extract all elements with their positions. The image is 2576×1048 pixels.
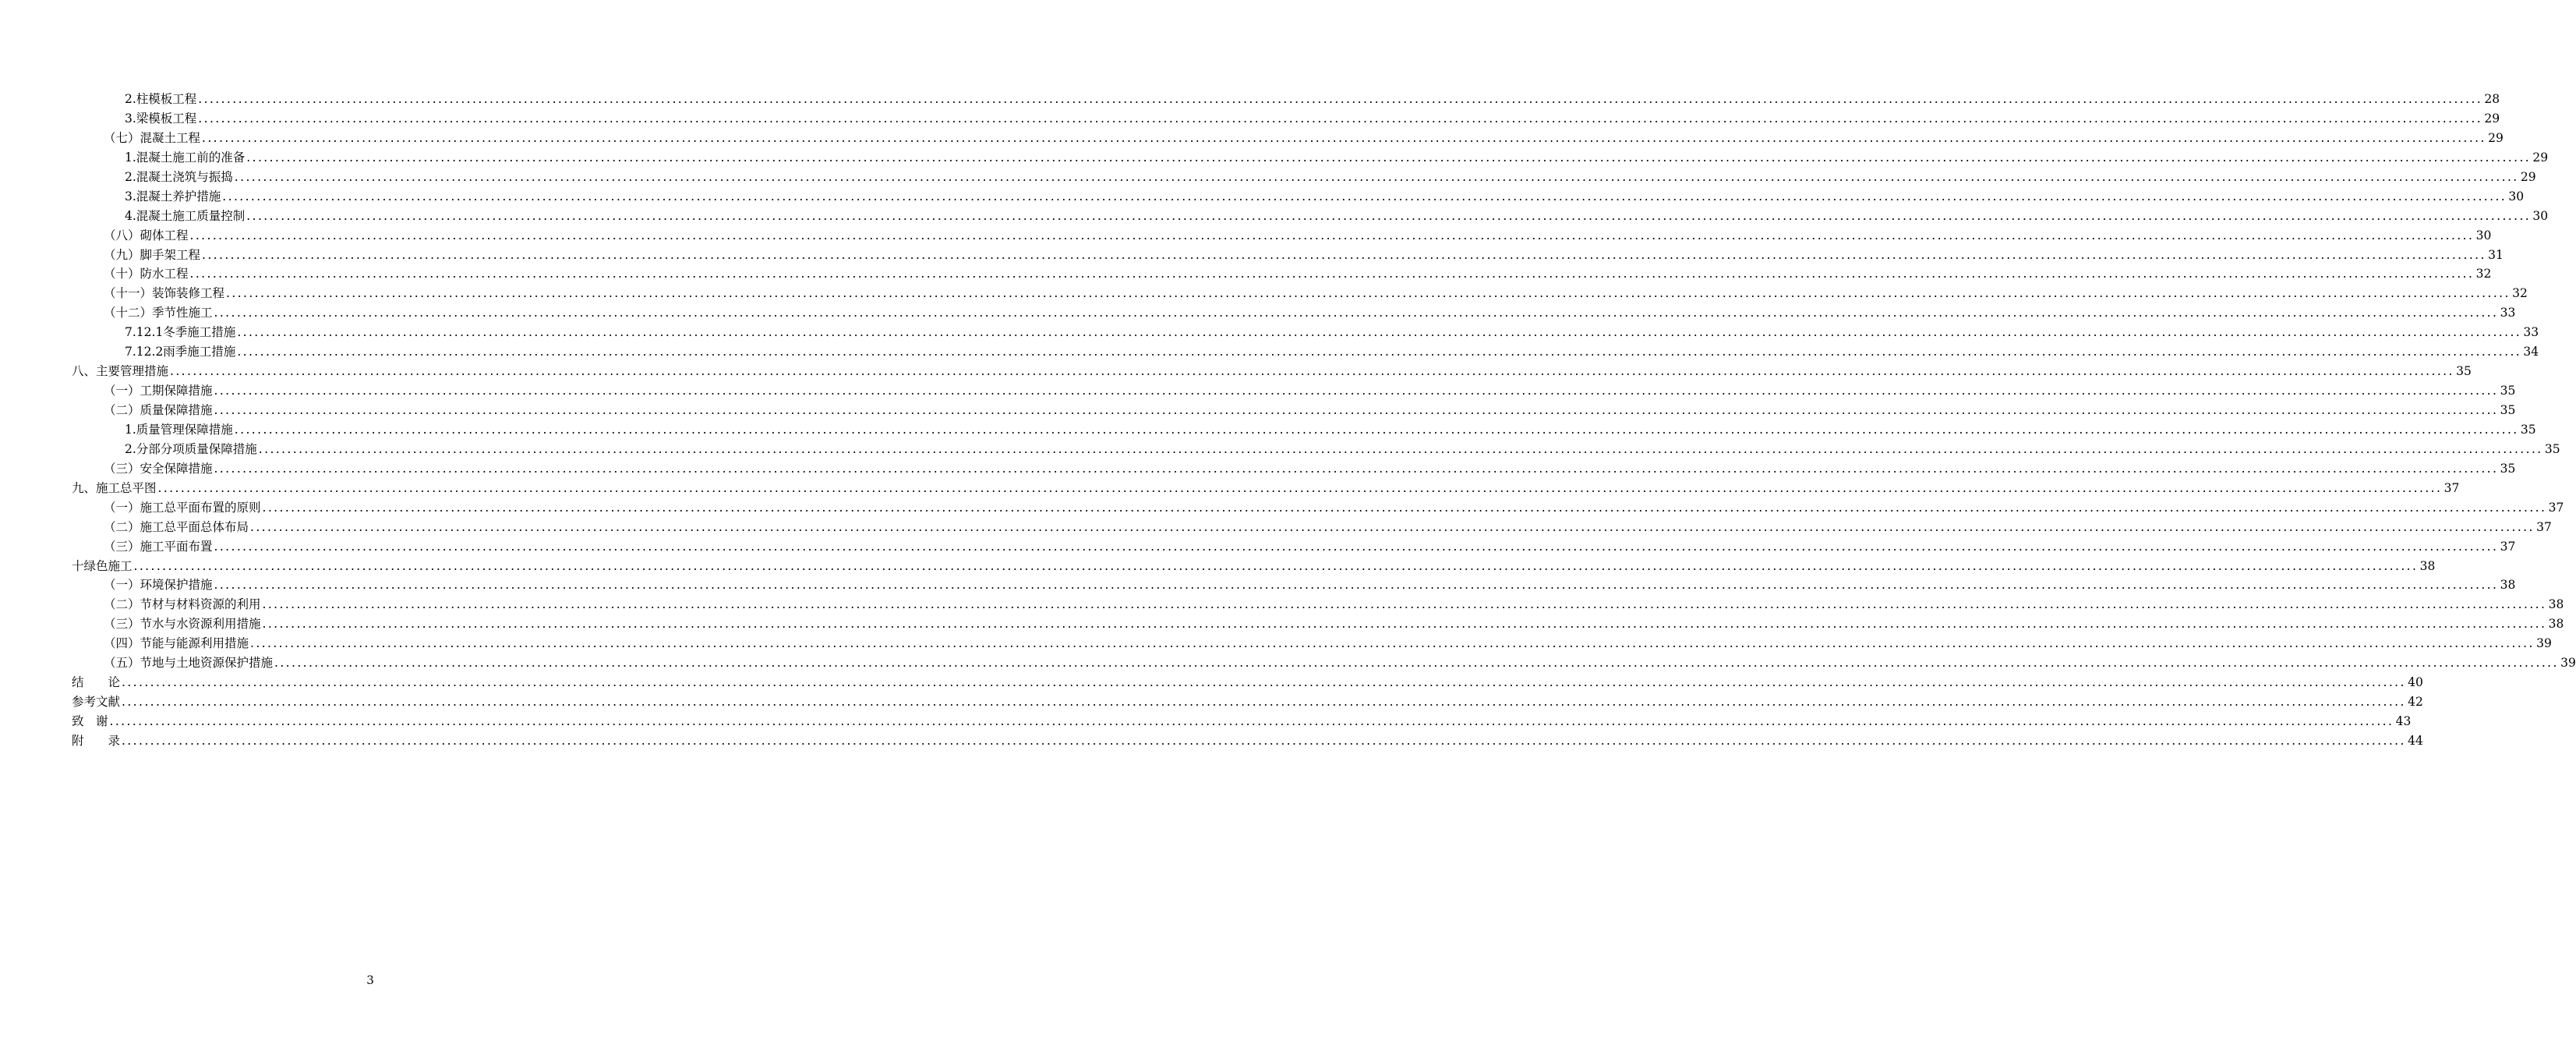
toc-dot-leader: ................................................................................................................................................................................................................................................................................................................................................................................................................ xyxy=(262,500,2547,515)
toc-entry-page-number: 38 xyxy=(2548,617,2564,632)
toc-dot-leader: ................................................................................................................................................................................................................................................................................................................................................................................................................ xyxy=(189,228,2475,243)
toc-entry-title: （三）节水与水资源利用措施 xyxy=(104,617,261,632)
toc-entry-title: 十绿色施工 xyxy=(72,558,133,573)
toc-entry-title: （二）质量保障措施 xyxy=(104,403,213,417)
toc-entry[interactable] xyxy=(72,342,2539,362)
toc-entry-title: 7.12.2雨季施工措施 xyxy=(125,345,236,359)
toc-entry-title: （七）混凝土工程 xyxy=(104,130,201,145)
toc-entry[interactable] xyxy=(72,401,2516,420)
toc-entry-title: （八）砌体工程 xyxy=(104,228,189,243)
toc-entry-title: 2.混凝土浇筑与振捣 xyxy=(125,169,233,184)
toc-dot-leader: ................................................................................................................................................................................................................................................................................................................................................................................................................ xyxy=(226,286,2511,301)
toc-dot-leader: ................................................................................................................................................................................................................................................................................................................................................................................................................ xyxy=(262,617,2547,632)
toc-entry-title: （十二）季节性施工 xyxy=(104,306,213,320)
toc-dot-leader: ................................................................................................................................................................................................................................................................................................................................................................................................................ xyxy=(198,92,2483,106)
toc-entry-title: （二）节材与材料资源的利用 xyxy=(104,597,261,612)
toc-entry-page-number: 38 xyxy=(2548,597,2564,612)
toc-dot-leader: ................................................................................................................................................................................................................................................................................................................................................................................................................ xyxy=(122,675,2406,690)
toc-dot-leader: ................................................................................................................................................................................................................................................................................................................................................................................................................ xyxy=(214,461,2499,476)
toc-entry[interactable] xyxy=(72,634,2552,653)
toc-entry-page-number: 34 xyxy=(2523,345,2539,359)
toc-entry[interactable] xyxy=(72,148,2549,168)
toc-entry[interactable] xyxy=(72,673,2423,692)
toc-entry[interactable] xyxy=(72,284,2528,303)
toc-entry[interactable] xyxy=(72,575,2516,595)
toc-entry[interactable] xyxy=(72,712,2412,731)
toc-dot-leader: ................................................................................................................................................................................................................................................................................................................................................................................................................ xyxy=(214,578,2499,593)
toc-dot-leader: ................................................................................................................................................................................................................................................................................................................................................................................................................ xyxy=(214,306,2499,320)
toc-entry-title: （一）工期保障措施 xyxy=(104,384,213,398)
toc-entry-page-number: 40 xyxy=(2408,675,2423,690)
toc-entry-title: 附 录 xyxy=(72,733,121,748)
toc-entry-page-number: 35 xyxy=(2456,364,2472,379)
toc-entry[interactable] xyxy=(72,440,2560,459)
toc-dot-leader: ................................................................................................................................................................................................................................................................................................................................................................................................................ xyxy=(222,189,2507,204)
toc-entry-page-number: 38 xyxy=(2500,578,2516,593)
toc-entry[interactable] xyxy=(72,498,2564,518)
toc-entry-page-number: 30 xyxy=(2508,189,2525,204)
toc-dot-leader: ................................................................................................................................................................................................................................................................................................................................................................................................................ xyxy=(133,558,2419,573)
toc-entry-title: 八、主要管理措施 xyxy=(72,364,169,379)
toc-entry-title: （九）脚手架工程 xyxy=(104,247,201,262)
toc-entry-title: 九、施工总平图 xyxy=(72,480,157,495)
toc-entry[interactable] xyxy=(72,303,2516,323)
toc-entry-page-number: 33 xyxy=(2500,306,2516,320)
toc-dot-leader: ................................................................................................................................................................................................................................................................................................................................................................................................................ xyxy=(109,714,2394,728)
toc-entry-title: 结 论 xyxy=(72,675,121,690)
toc-entry-title: （五）节地与土地资源保护措施 xyxy=(104,656,274,671)
toc-entry-title: （十一）装饰装修工程 xyxy=(104,286,225,301)
toc-entry-title: 致 谢 xyxy=(72,714,108,728)
toc-entry[interactable] xyxy=(72,362,2472,381)
toc-entry-page-number: 43 xyxy=(2395,714,2412,728)
toc-entry-title: 3.混凝土养护措施 xyxy=(125,189,221,204)
toc-entry-page-number: 32 xyxy=(2512,286,2528,301)
toc-dot-leader: ................................................................................................................................................................................................................................................................................................................................................................................................................ xyxy=(234,422,2519,437)
toc-entry-title: （二）施工总平面总体布局 xyxy=(104,519,249,534)
toc-entry-title: （十）防水工程 xyxy=(104,267,189,281)
toc-dot-leader: ................................................................................................................................................................................................................................................................................................................................................................................................................ xyxy=(246,150,2532,165)
toc-entry-page-number: 37 xyxy=(2443,480,2460,495)
toc-dot-leader: ................................................................................................................................................................................................................................................................................................................................................................................................................ xyxy=(250,636,2535,651)
toc-entry[interactable] xyxy=(72,187,2525,207)
toc-entry[interactable] xyxy=(72,518,2552,537)
toc-entry[interactable] xyxy=(72,557,2436,576)
toc-entry[interactable] xyxy=(72,731,2423,751)
toc-entry[interactable] xyxy=(72,129,2504,148)
toc-entry-page-number: 35 xyxy=(2544,441,2560,456)
toc-dot-leader: ................................................................................................................................................................................................................................................................................................................................................................................................................ xyxy=(189,267,2475,281)
toc-dot-leader: ................................................................................................................................................................................................................................................................................................................................................................................................................ xyxy=(214,403,2499,417)
toc-entry-page-number: 37 xyxy=(2500,539,2516,554)
toc-dot-leader: ................................................................................................................................................................................................................................................................................................................................................................................................................ xyxy=(157,480,2443,495)
toc-entry[interactable] xyxy=(72,90,2500,109)
toc-entry-title: 1.质量管理保障措施 xyxy=(125,422,233,437)
toc-entry-title: （三）安全保障措施 xyxy=(104,461,213,476)
toc-entry-title: 3.梁模板工程 xyxy=(125,111,197,126)
toc-entry-page-number: 32 xyxy=(2475,267,2492,281)
toc-entry-page-number: 29 xyxy=(2520,169,2536,184)
toc-entry[interactable] xyxy=(72,614,2564,634)
toc-entry-page-number: 30 xyxy=(2475,228,2492,243)
toc-dot-leader: ................................................................................................................................................................................................................................................................................................................................................................................................................ xyxy=(122,695,2406,710)
toc-entry-page-number: 33 xyxy=(2523,325,2539,340)
toc-dot-leader: ................................................................................................................................................................................................................................................................................................................................................................................................................ xyxy=(202,247,2486,262)
toc-dot-leader: ................................................................................................................................................................................................................................................................................................................................................................................................................ xyxy=(246,208,2532,223)
toc-entry-page-number: 39 xyxy=(2536,636,2552,651)
toc-dot-leader: ................................................................................................................................................................................................................................................................................................................................................................................................................ xyxy=(250,519,2535,534)
toc-entry-page-number: 35 xyxy=(2500,403,2516,417)
toc-entry[interactable] xyxy=(72,595,2564,614)
toc-entry-title: 1.混凝土施工前的准备 xyxy=(125,150,246,165)
toc-entry-page-number: 28 xyxy=(2484,92,2500,106)
toc-entry-page-number: 31 xyxy=(2488,247,2504,262)
toc-dot-leader: ................................................................................................................................................................................................................................................................................................................................................................................................................ xyxy=(237,325,2522,340)
toc-entry-page-number: 37 xyxy=(2536,519,2552,534)
toc-entry-page-number: 42 xyxy=(2408,695,2423,710)
toc-dot-leader: ................................................................................................................................................................................................................................................................................................................................................................................................................ xyxy=(202,130,2486,145)
toc-entry-title: （一）环境保护措施 xyxy=(104,578,213,593)
toc-dot-leader: ................................................................................................................................................................................................................................................................................................................................................................................................................ xyxy=(122,733,2406,748)
toc-entry[interactable] xyxy=(72,479,2460,498)
toc-dot-leader: ................................................................................................................................................................................................................................................................................................................................................................................................................ xyxy=(237,345,2522,359)
toc-dot-leader: ................................................................................................................................................................................................................................................................................................................................................................................................................ xyxy=(258,441,2543,456)
toc-entry-title: （一）施工总平面布置的原则 xyxy=(104,500,261,515)
toc-entry[interactable] xyxy=(72,537,2516,557)
toc-entry[interactable] xyxy=(72,226,2492,246)
toc-entry-title: 参考文献 xyxy=(72,695,121,710)
toc-entry[interactable] xyxy=(72,653,2576,673)
toc-entry[interactable] xyxy=(72,323,2539,342)
toc-entry-title: 2.分部分项质量保障措施 xyxy=(125,441,257,456)
toc-dot-leader: ................................................................................................................................................................................................................................................................................................................................................................................................................ xyxy=(170,364,2454,379)
toc-entry[interactable] xyxy=(72,264,2492,284)
toc-entry-title: 7.12.1冬季施工措施 xyxy=(125,325,236,340)
toc-entry[interactable] xyxy=(72,381,2516,401)
table-of-contents xyxy=(72,90,2576,751)
toc-entry[interactable] xyxy=(72,109,2500,129)
toc-entry-page-number: 35 xyxy=(2520,422,2536,437)
toc-entry-page-number: 29 xyxy=(2532,150,2549,165)
toc-entry-title: （四）节能与能源利用措施 xyxy=(104,636,249,651)
toc-entry-page-number: 44 xyxy=(2408,733,2423,748)
toc-entry-page-number: 39 xyxy=(2560,656,2576,671)
page-number-footer: 3 xyxy=(366,973,374,987)
toc-entry[interactable] xyxy=(72,168,2536,187)
toc-entry[interactable] xyxy=(72,207,2549,226)
toc-entry-page-number: 37 xyxy=(2548,500,2564,515)
toc-entry-title: （三）施工平面布置 xyxy=(104,539,213,554)
toc-entry[interactable] xyxy=(72,246,2504,265)
toc-dot-leader: ................................................................................................................................................................................................................................................................................................................................................................................................................ xyxy=(214,539,2499,554)
toc-entry-title: 2.柱模板工程 xyxy=(125,92,197,106)
toc-entry-page-number: 30 xyxy=(2532,208,2549,223)
toc-entry-page-number: 35 xyxy=(2500,461,2516,476)
toc-dot-leader: ................................................................................................................................................................................................................................................................................................................................................................................................................ xyxy=(214,384,2499,398)
toc-entry-title: 4.混凝土施工质量控制 xyxy=(125,208,246,223)
toc-entry[interactable] xyxy=(72,692,2423,712)
toc-dot-leader: ................................................................................................................................................................................................................................................................................................................................................................................................................ xyxy=(198,111,2483,126)
toc-entry[interactable] xyxy=(72,459,2516,479)
toc-entry-page-number: 29 xyxy=(2488,130,2504,145)
toc-entry[interactable] xyxy=(72,420,2536,440)
toc-dot-leader: ................................................................................................................................................................................................................................................................................................................................................................................................................ xyxy=(262,597,2547,612)
toc-entry-page-number: 35 xyxy=(2500,384,2516,398)
toc-entry-page-number: 38 xyxy=(2419,558,2436,573)
toc-dot-leader: ................................................................................................................................................................................................................................................................................................................................................................................................................ xyxy=(274,656,2559,671)
toc-entry-page-number: 29 xyxy=(2484,111,2500,126)
toc-dot-leader: ................................................................................................................................................................................................................................................................................................................................................................................................................ xyxy=(234,169,2519,184)
